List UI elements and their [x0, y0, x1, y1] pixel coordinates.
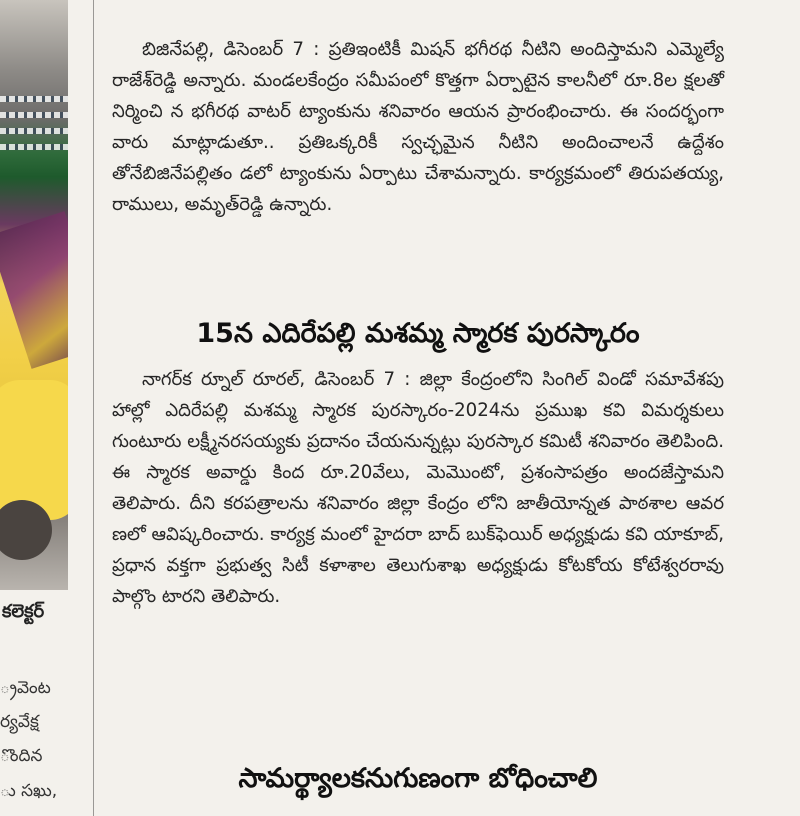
- photo-caption-fragment: కలెక్టర్: [2, 601, 45, 622]
- left-text-line: ొందిన: [0, 746, 43, 766]
- column-divider: [93, 0, 94, 816]
- article-one-body: బిజినేపల్లి, డిసెంబర్ 7 : ప్రతిఇంటికీ మిషన్ భగీరథ నీటిని అందిస్తామని ఎమ్మెల్యే రాజేశ్‌రెడ్డి అన్నారు. మండలకేంద్రం సమీపంలో కొత్తగా ఏర్పాటైన కాలనీలో రూ.8ల క్షలతో నిర్మించి న భగీరథ వాటర్ ట్యాంకును శనివారం ఆయన ప్రారంభించారు. ఈ సందర్భంగా వారు మాట్లాడుతూ.. ప్రతిఒక్కరికీ స్వచ్ఛమైన నీటిని అందించాలనే ఉద్దేశం తోనేబిజినేపల్లితం డలో ట్యాంకును ఏర్పాటు చేశామన్నారు. కార్యక్రమంలో తిరుపతయ్య, రాములు, అమృత్‌రెడ్డి ఉన్నారు.: [112, 39, 724, 215]
- cut-off-headline: [190, 0, 710, 8]
- main-column: [112, 0, 724, 816]
- article-two-body: నాగర్‌క ర్నూల్ రూరల్, డిసెంబర్ 7 : జిల్లా కేంద్రంలోని సింగిల్ విండో సమావేశపు హాల్లో ఎదిరేపల్లి మశమ్మ స్మారక పురస్కారం-2024ను ప్రముఖ కవి విమర్శకులు గుంటూరు లక్ష్మీనరసయ్యకు ప్రదానం చేయనున్నట్లు పురస్కార కమిటీ శనివారం తెలిపింది. ఈ స్మారక అవార్డు కింద రూ.20వేలు, మెమొంటో, ప్రశంసాపత్రం అందజేస్తామని తెలిపారు. దీని కరపత్రాలను శనివారం జిల్లా కేంద్రం లోని జాతీయోన్నత పాఠశాల ఆవర ణలో ఆవిష్కరించారు. కార్యక్ర మంలో హైదరా బాద్ బుక్‌ఫెయిర్ అధ్యక్షుడు కవి యాకూబ్, ప్రధాన వక్తగా ప్రభుత్వ సిటీ కళాశాల తెలుగుశాఖ అధ్యక్షుడు కోటకోయ కోటేశ్వరరావు పాల్గొం టారని తెలిపారు.: [112, 369, 724, 607]
- left-text-line: ర్యవేక్ష: [0, 712, 39, 732]
- left-text-line: ు సఖు,: [0, 781, 58, 801]
- left-column: [0, 0, 92, 816]
- photo-strip: [0, 0, 68, 590]
- left-text-line: ్రవెంట: [0, 678, 51, 698]
- article-three-headline: సామర్థ్యాలకనుగుణంగా బోధించాలి: [238, 763, 598, 794]
- article-two-headline: 15న ఎదిరేపల్లి మశమ్మ స్మారక పురస్కారం: [196, 318, 640, 349]
